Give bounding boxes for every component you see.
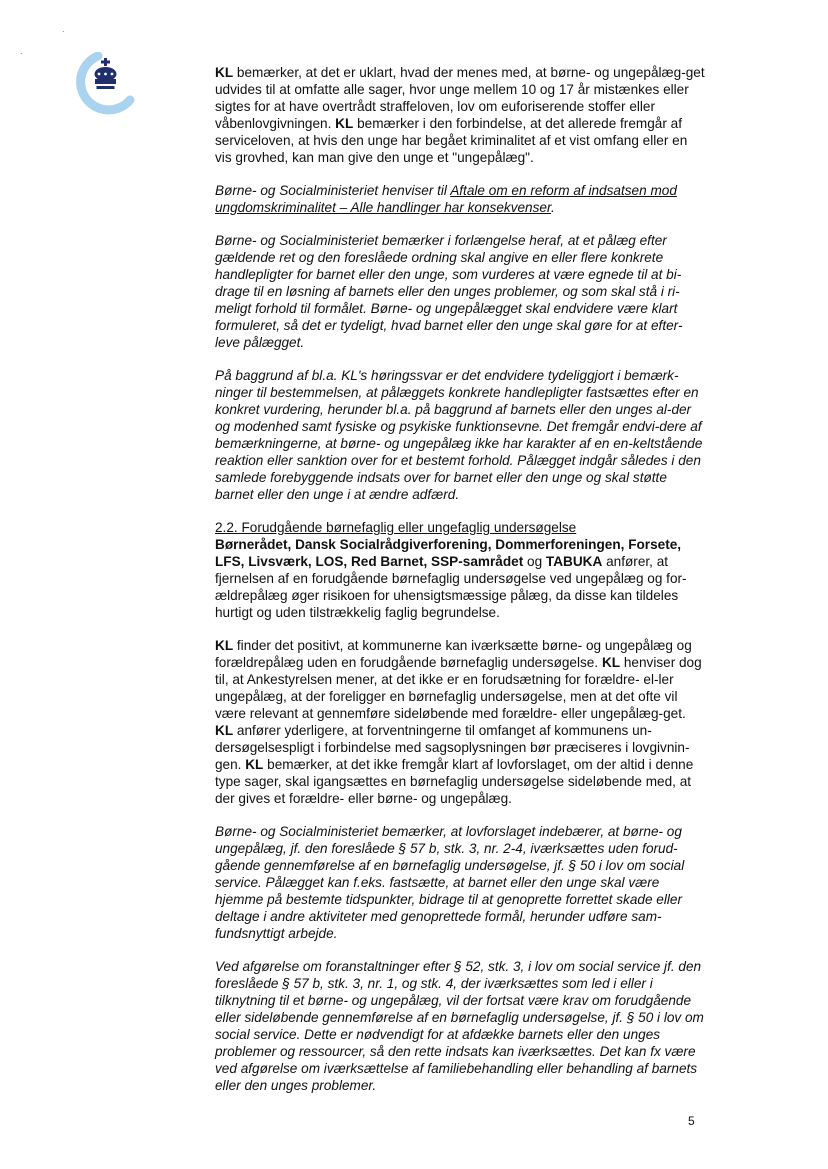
margin-mark: . [20,46,23,56]
paragraph-ministry-measures: Ved afgørelse om foranstaltninger efter § 52, stk. 3, i lov om social service jf. den foreslåede § 57 b, stk. 3, nr. 1, og stk. 4, der iværksættes som led i eller i tilknytning til et børne- og ungepålæg, vil der fortsat være krav om forudgående eller sideløbende gennemførelse af en børnefaglig undersøgelse, jf. § 50 i lov om social service. Dette er nødvendigt for at afdække barnets eller den unges problemer og ressourcer, så den rette indsats kan iværksættes. Det kan fx være ved afgørelse om iværksættelse af familiebehandling eller behandling af barnets eller den unges problemer. [215,959,704,1093]
paragraph-ministry-reference [215,182,705,216]
paragraph-text: og [523,554,546,569]
paragraph-ministry-response: Børne- og Socialministeriet bemærker i forlængelse heraf, at et pålæg efter gældende ret og den foreslåede ordning skal angive en eller flere konkrete handlepligter for barnet eller den unge, som vurderes at være egnede til at bi-drage til en løsning af barnets eller den unges problemer, og som skal stå i ri-meligt forhold til formålet. Børne- og ungepålægget skal endvidere være klart formuleret, så det er tydeligt, hvad barnet eller den unge skal gøre for at efter-leve pålægget. [215,233,683,350]
paragraph-ministry-bill: Børne- og Socialministeriet bemærker, at lovforslaget indebærer, at børne- og ungepålæg, jf. den foreslåede § 57 b, stk. 3, nr. 2-4, iværksættes uden forud-gående gennemførelse af en børnefaglig undersøgelse, jf. § 50 i lov om social service. Pålægget kan f.eks. fastsætte, at barnet eller den unge skal være hjemme på bestemte tidspunkter, bidrage til at genoprette forrettet skade eller deltage i andre aktiviteter med genoprettede formål, herunder udføre sam-fundsnyttigt arbejde. [215,824,685,941]
agreement-reference-link[interactable]: Aftale om en reform af indsatsen mod ungdomskriminalitet – Alle handlinger har konsekvenser [215,183,677,215]
paragraph-kl-positive [215,637,705,807]
paragraph-ministry-clarification: På baggrund af bl.a. KL's høringssvar er det endvidere tydeliggjort i bemærk-ninger til bestemmelsen, at pålæggets konkrete handlepligter fastsættes efter en konkret vurdering, herunder bl.a. på baggrund af barnets eller den unges al-der og modenhed samt fysiske og psykiske funktionsevne. Det fremgår endvi-dere af bemærkningerne, at børne- og ungepålæg ikke har karakter af en en-keltstående reaktion eller sanktion over for et bestemt forhold. Pålægget indgår således i den samlede forebyggende indsats over for barnet eller den unge og skal støtte barnet eller den unge i at ændre adfærd. [215,368,703,502]
paragraph-section-intro [215,536,705,621]
org-name-kl: KL [335,116,354,131]
org-name-kl: KL [601,655,621,670]
paragraph-text: anfører yderligere, at forventningerne til omfanget af kommunens un-dersøgelsespligt i forbindelse med sagsoplysningen bør præciseres i lovgivnin-gen. [215,723,690,772]
org-name-kl: KL [245,757,264,772]
org-name-kl: KL [215,723,234,738]
paragraph-kl-remarks [215,64,705,166]
page-number: 5 [688,1114,695,1128]
paragraph-text: . [551,200,555,215]
paragraph-text: bemærker, at det er uklart, hvad der menes med, at børne- og ungepålæg-get udvides til at omfatte alle sager, hvor unge mellem 10 og 17 år mistænkes eller sigtes for at have overtrådt straffeloven, lov om euforiserende stoffer eller våbenlovgivningen. [215,65,705,131]
paragraph-text: Børne- og Socialministeriet henviser til [215,183,451,198]
org-name-kl: KL [215,65,234,80]
document-body [215,64,705,1110]
section-heading: 2.2. Forudgående børnefaglig eller ungefaglig undersøgelse [215,520,577,535]
org-name-tabuka: TABUKA [545,554,603,569]
margin-mark: . [62,24,65,34]
paragraph-text: henviser dog til, at Ankestyrelsen mener, at det ikke er en forudsætning for forældre- el-ler ungepålæg, at der foreligger en børnefaglig undersøgelse, men at det ofte vil være relevant at gennemføre sideløbende med forældre- eller ungepålæg-get. [215,655,702,721]
paragraph-text: bemærker, at det ikke fremgår klart af lovforslaget, om der altid i denne type sager, skal igangsættes en børnefaglig undersøgelse sideløbende med, at der gives et forældre- eller børne- og ungepålæg. [215,757,694,806]
paragraph-text: bemærker i den forbindelse, at det allerede fremgår af serviceloven, at hvis den unge har begået kriminalitet af et vist omfang eller en vis grovhed, kan man give den unge et "ungepålæg". [215,116,688,165]
org-name-kl: KL [215,638,234,653]
org-list: Børnerådet, Dansk Socialrådgiverforening, Dommerforeningen, Forsete, LFS, Livsværk, LOS, Red Barnet, SSP-samrådet [215,537,682,569]
ministry-crown-logo [74,52,136,118]
paragraph-text: finder det positivt, at kommunerne kan iværksætte børne- og ungepålæg og forældrepålæg uden en forudgående børnefaglig undersøgelse. [215,638,692,670]
paragraph-text: anfører, at fjernelsen af en forudgående børnefaglig undersøgelse ved ungepålæg og for-ældrepålæg øger risikoen for uhensigtsmæssige pålæg, da disse kan tildeles hurtigt og uden tilstrækkelig faglig begrundelse. [215,554,687,620]
